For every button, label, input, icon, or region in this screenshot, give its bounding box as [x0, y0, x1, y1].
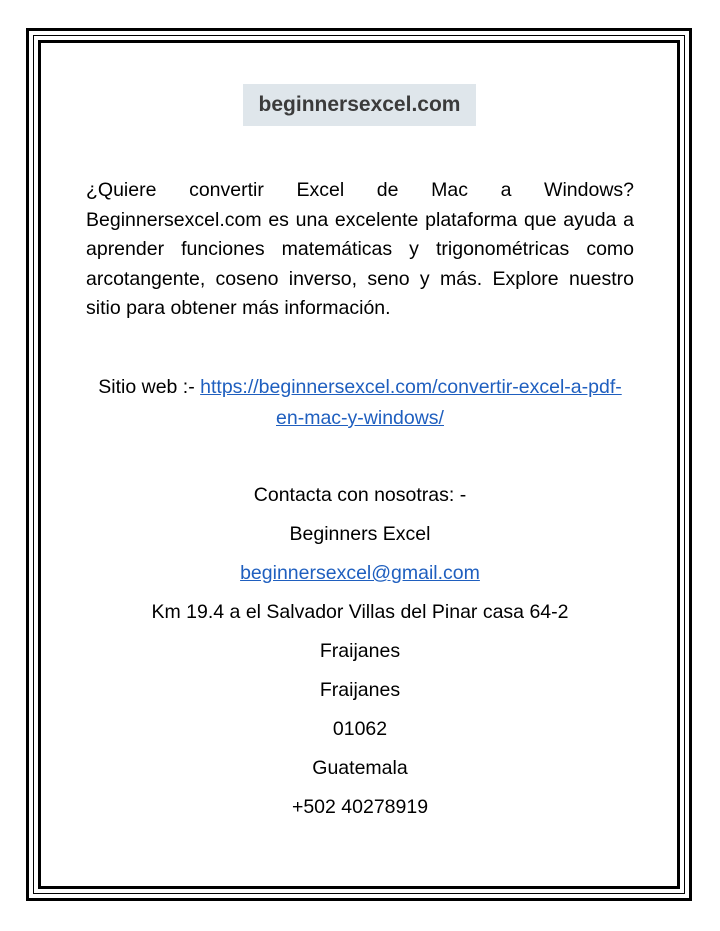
website-link[interactable]: https://beginnersexcel.com/convertir-excel-a-pdf-en-mac-y-windows/ — [200, 376, 622, 429]
contact-name: Beginners Excel — [289, 523, 431, 545]
contact-email-link[interactable]: beginnersexcel@gmail.com — [240, 562, 480, 584]
intro-paragraph: ¿Quiere convertir Excel de Mac a Windows? Beginnersexcel.com es una excelente plataforma que ayuda a aprender funciones matemáticas y trigonométricas como arcotangente, coseno inverso, seno y más. Explore nuestro sitio para obtener más información. — [86, 179, 634, 319]
contact-heading: Contacta con nosotras: - — [253, 484, 467, 506]
website-line — [86, 372, 634, 434]
contact-postal-code: 01062 — [332, 718, 388, 740]
contact-address: Km 19.4 a el Salvador Villas del Pinar casa 64-2 — [151, 601, 569, 623]
site-logo — [243, 84, 476, 126]
contact-country: Guatemala — [312, 757, 408, 779]
contact-block — [86, 480, 634, 831]
site-logo-text: beginnersexcel.com — [258, 93, 461, 116]
contact-region: Fraijanes — [319, 679, 401, 701]
contact-phone: +502 40278919 — [291, 796, 429, 818]
contact-city: Fraijanes — [319, 640, 401, 662]
website-label: Sitio web :- — [98, 376, 201, 398]
